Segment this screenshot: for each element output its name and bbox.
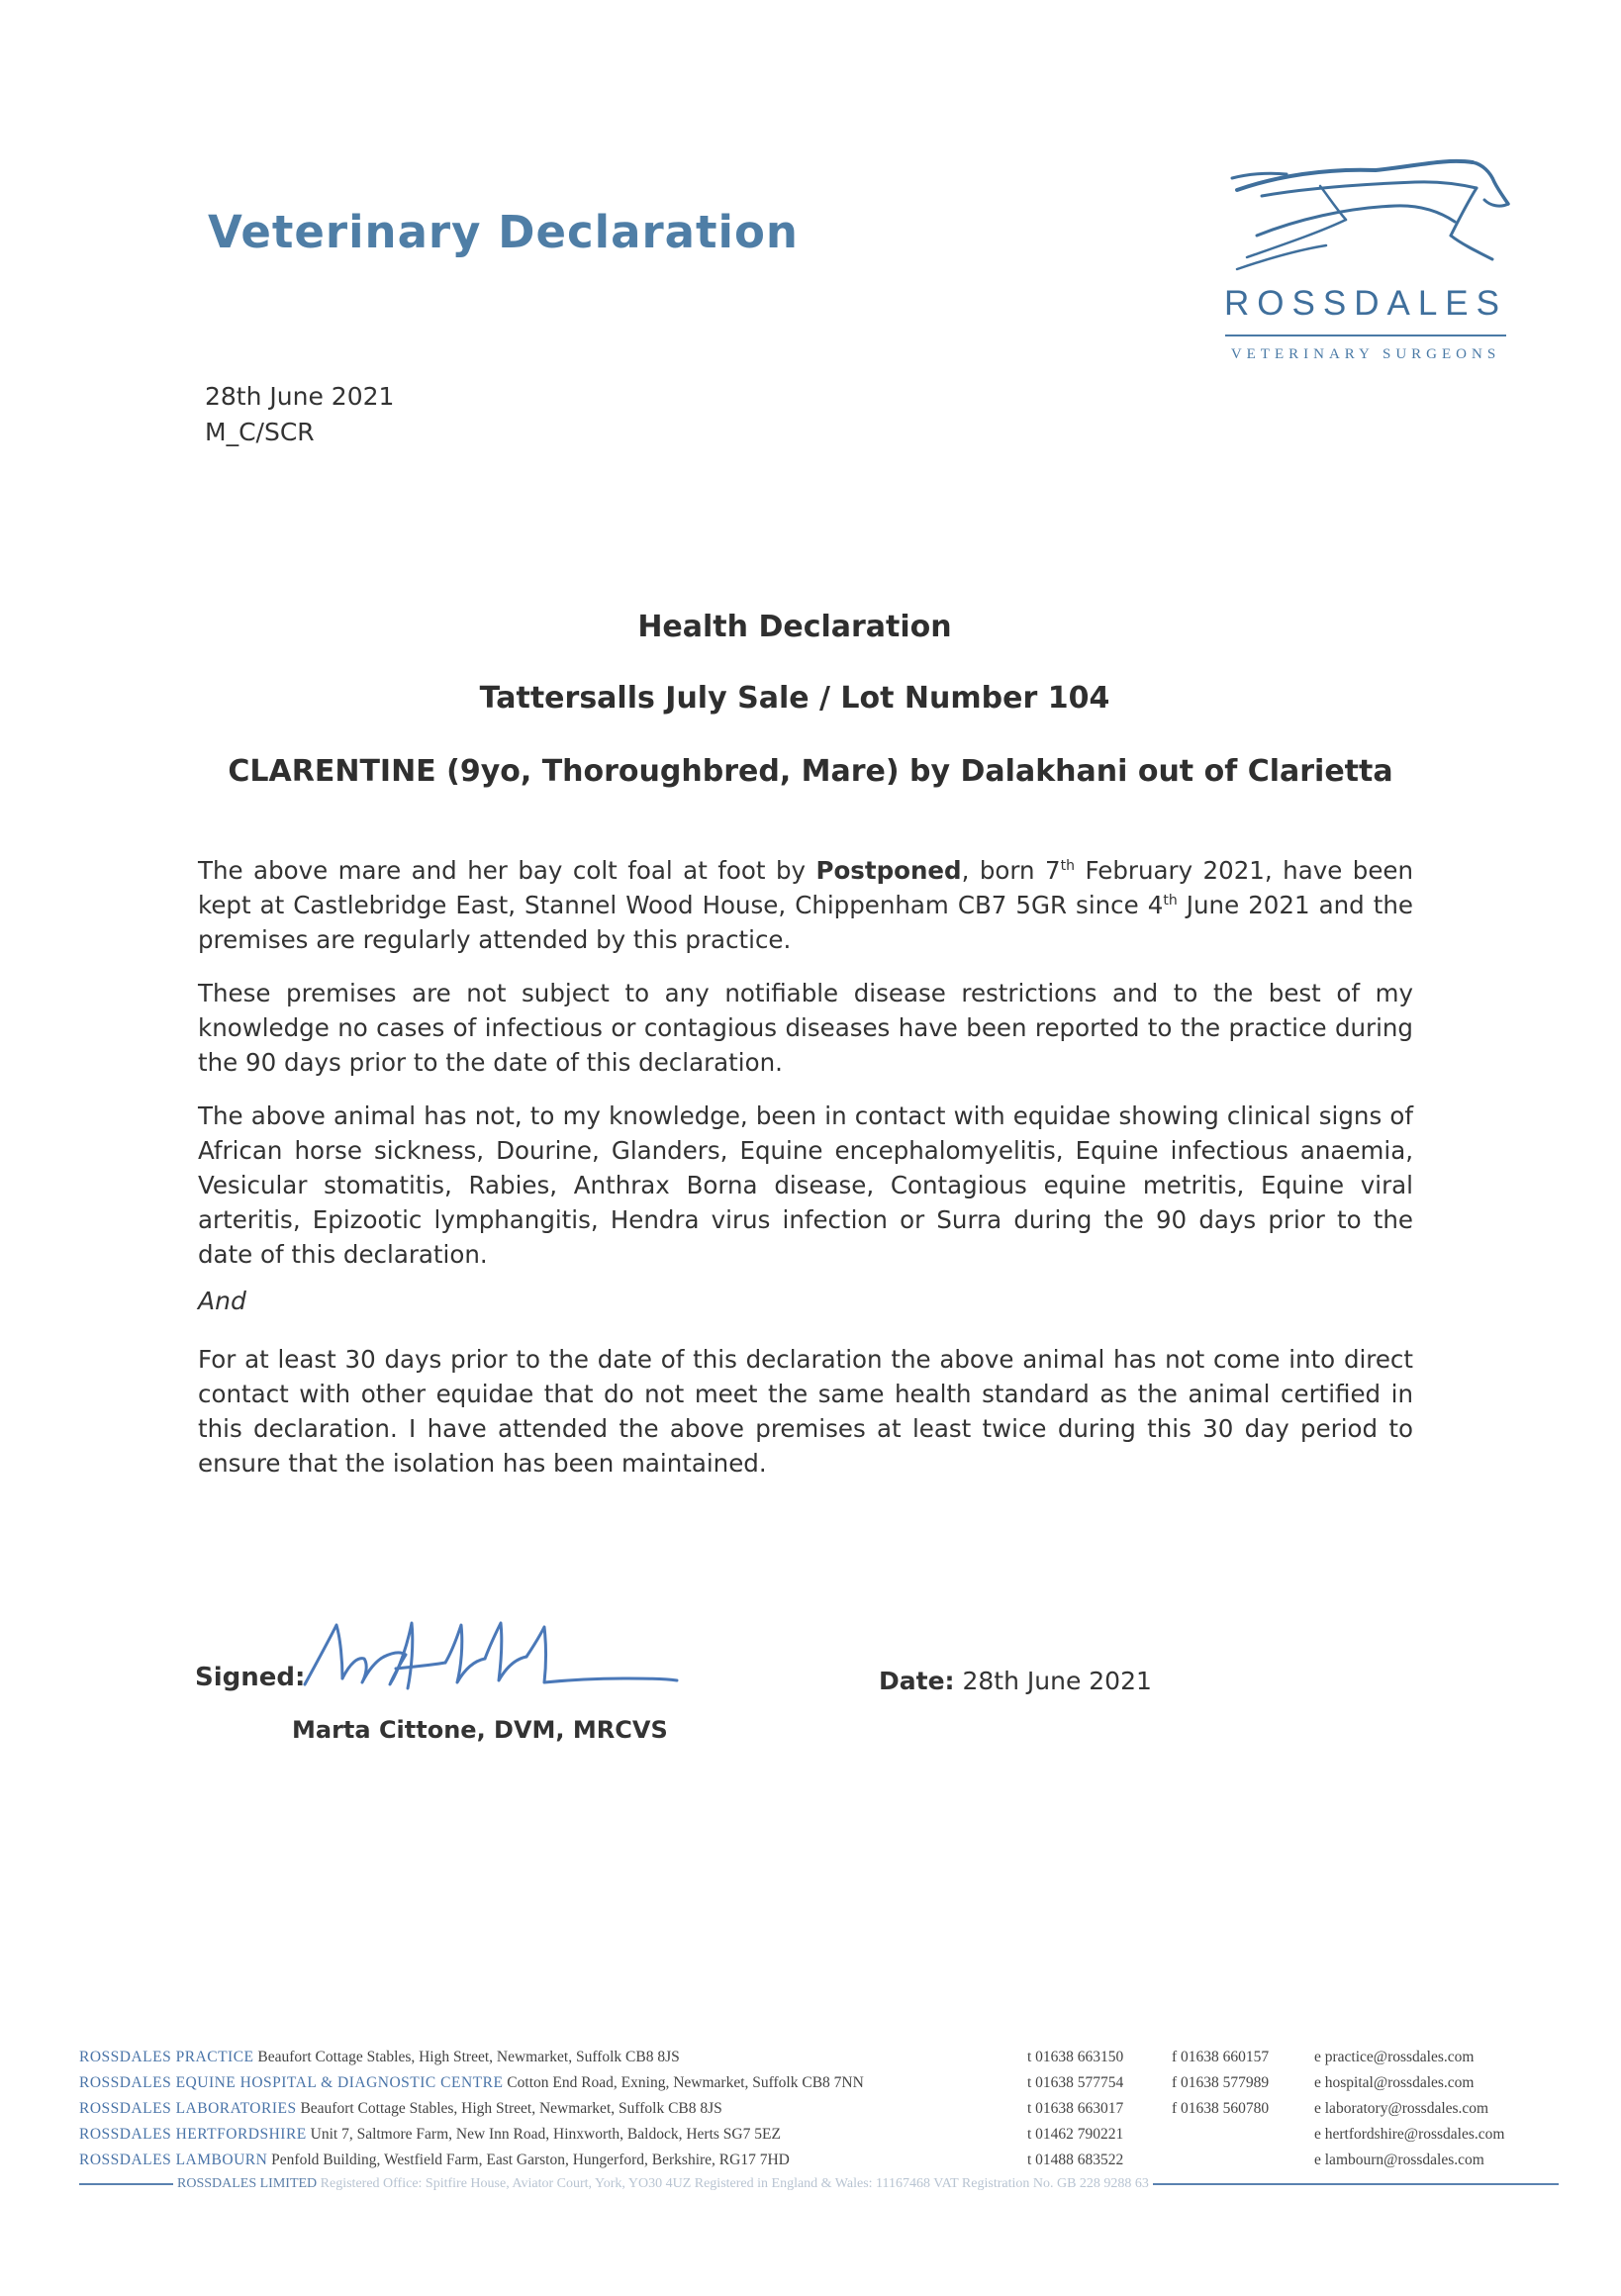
footer-fax: f 01638 560780 [1172,2100,1270,2117]
footer-email: e hospital@rossdales.com [1314,2074,1475,2091]
p1-sup-1: th [1060,857,1076,874]
footer-tel: t 01462 790221 [1027,2126,1124,2143]
p1-sire-name: Postponed [815,856,962,885]
signatory-name: Marta Cittone, DVM, MRCVS [292,1716,668,1744]
footer-entity-laboratories [79,2100,722,2118]
footer-fax: f 01638 660157 [1172,2049,1270,2065]
paragraph-isolation: For at least 30 days prior to the date of this declaration the above animal has not come into direct contact with other equidae that do not meet the same health standard as the animal certified in this declaration. I have attended the above premises at least twice during this 30 day period to ensure that the isolation has been maintained. [198,1345,1413,1478]
horse-logo-icon [1217,148,1514,376]
p1-text-a: The above mare and her bay colt foal at foot by [198,856,816,885]
footer-registration [173,2176,1153,2192]
signature-date [879,1667,1152,1695]
footer-email: e practice@rossdales.com [1314,2049,1475,2065]
heading-horse-details: CLARENTINE (9yo, Thoroughbred, Mare) by Dalakhani out of Clarietta [228,754,1393,789]
letter-date: 28th June 2021 [205,382,395,411]
paragraph-disease-contact: The above animal has not, to my knowledge, been in contact with equidae showing clinical signs of African horse sickness, Dourine, Glanders, Equine encephalomyelitis, Equine infectious anaemia, Vesicular stomatitis, Rabies, Anthrax Borna disease, Contagious equine metritis, Equine viral arteritis, Epizootic lymphangitis, Hendra virus infection or Surra during the 90 days prior to the date of this declaration. [198,1101,1413,1269]
footer-tel: t 01638 663017 [1027,2100,1124,2117]
footer-entity-address: Unit 7, Saltmore Farm, New Inn Road, Hinxworth, Baldock, Herts SG7 5EZ [310,2126,781,2143]
rossdales-logo [1217,148,1514,376]
heading-health-declaration: Health Declaration [637,610,952,644]
footer-entity-practice [79,2049,680,2066]
footer-email: e lambourn@rossdales.com [1314,2152,1484,2168]
footer-entity-name: ROSSDALES PRACTICE [79,2049,254,2065]
handwritten-signature [297,1613,693,1702]
footer-email: e hertfordshire@rossdales.com [1314,2126,1505,2143]
p1-text-c: February 2021, have been kept at Castlebridge East, Stannel Wood House, Chippenham CB7 5GR since 4 [198,856,1413,919]
footer-tel: t 01638 577754 [1027,2074,1124,2091]
logo-subtitle: VETERINARY SURGEONS [1230,346,1501,362]
footer-entity-address: Beaufort Cottage Stables, High Street, Newmarket, Suffolk CB8 8JS [257,2049,680,2065]
reference-code: M_C/SCR [205,418,315,446]
footer-entity-hertfordshire [79,2126,781,2144]
footer-entity-name: ROSSDALES LAMBOURN [79,2152,268,2168]
footer-registration-text: Registered Office: Spitfire House, Aviator Court, York, YO30 4UZ Registered in England & Wales: 11167468 VAT Registration No. GB 228 9288 63 [320,2176,1149,2191]
paragraph-premises [198,853,1413,957]
footer-entity-hospital [79,2074,864,2092]
footer-company: ROSSDALES LIMITED [177,2176,318,2191]
logo-divider [1225,335,1506,336]
connector-and: And [198,1287,246,1315]
footer-entity-address: Cotton End Road, Exning, Newmarket, Suffolk CB8 7NN [507,2074,864,2091]
footer-entity-address: Beaufort Cottage Stables, High Street, Newmarket, Suffolk CB8 8JS [300,2100,722,2117]
footer-entity-lambourn [79,2152,790,2169]
p1-text-d: June 2021 and the premises are regularly attended by this practice. [198,891,1413,954]
p1-sup-2: th [1163,892,1178,909]
paragraph-restrictions: These premises are not subject to any notifiable disease restrictions and to the best of my knowledge no cases of infectious or contagious diseases have been reported to the practice during the 90 days prior to the date of this declaration. [198,979,1413,1077]
footer-entity-name: ROSSDALES LABORATORIES [79,2100,297,2117]
footer-entity-address: Penfold Building, Westfield Farm, East Garston, Hungerford, Berkshire, RG17 7HD [271,2152,790,2168]
date-value: 28th June 2021 [962,1667,1152,1695]
footer-tel: t 01488 683522 [1027,2152,1124,2168]
footer-entity-name: ROSSDALES HERTFORDSHIRE [79,2126,307,2143]
footer-entity-name: ROSSDALES EQUINE HOSPITAL & DIAGNOSTIC CENTRE [79,2074,504,2091]
document-title: Veterinary Declaration [208,206,799,258]
footer-tel: t 01638 663150 [1027,2049,1124,2065]
footer-fax: f 01638 577989 [1172,2074,1270,2091]
p1-text-b: , born 7 [961,856,1061,885]
logo-wordmark: ROSSDALES [1224,284,1507,323]
heading-sale-lot: Tattersalls July Sale / Lot Number 104 [479,681,1110,716]
footer-email: e laboratory@rossdales.com [1314,2100,1489,2117]
date-label: Date: [879,1667,955,1695]
signed-label: Signed: [195,1663,306,1692]
